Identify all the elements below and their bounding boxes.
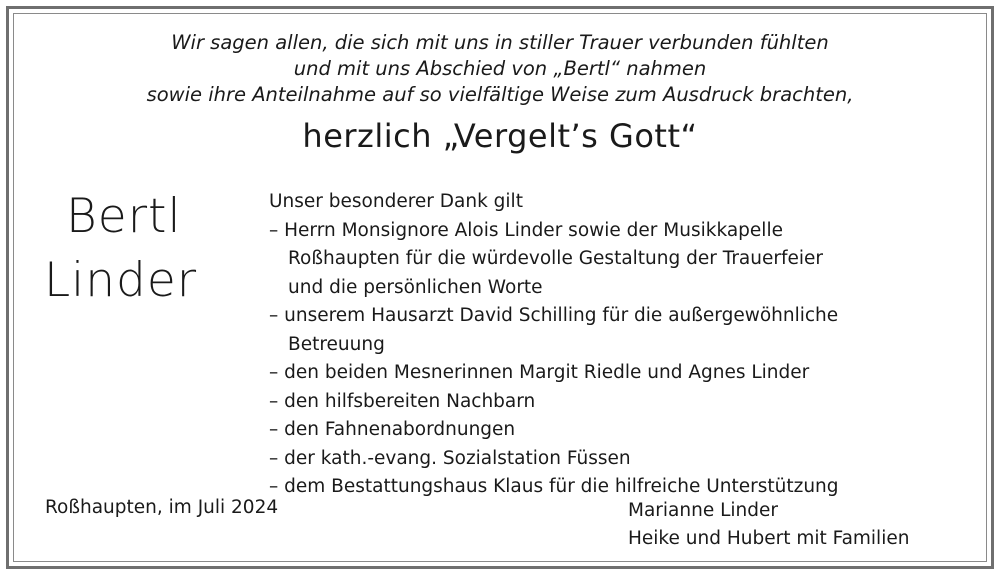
signers [628,497,909,553]
intro-line: sowie ihre Anteilnahme auf so vielfältige Weise zum Ausdruck brachten, [146,83,854,106]
signer-name: Marianne Linder [628,500,778,521]
first-name: Bertl [66,189,182,244]
place-date: Roßhaupten, im Juli 2024 [45,497,279,518]
intro-text [0,30,1000,108]
motto-heading: herzlich „Vergelt’s Gott“ [302,117,698,155]
intro-line: Wir sagen allen, die sich mit uns in stiller Trauer verbunden fühlten [171,31,829,54]
list-item-line: – Herrn Monsignore Alois Linder sowie der Musikkapelle [269,219,783,241]
list-item: – dem Bestattungshaus Klaus für die hilfreiche Unterstützung [269,476,839,497]
list-item: – den Fahnenabordnungen [269,419,516,440]
list-item-line: Betreuung [288,333,385,355]
list-item: – den beiden Mesnerinnen Margit Riedle und Agnes Linder [269,362,810,383]
list-item [269,302,969,359]
list-item-line: – unserem Hausarzt David Schilling für die außergewöhnliche [269,305,839,326]
list-item: – der kath.-evang. Sozialstation Füssen [269,447,631,469]
list-item [269,217,969,303]
deceased-name [44,185,244,313]
thanks-list [269,188,969,502]
signer-name: Heike und Hubert mit Familien [628,528,910,549]
list-item-line: Roßhaupten für die würdevolle Gestaltung der Trauerfeier [288,248,823,269]
last-name: Linder [44,253,198,308]
list-item-line: und die persönlichen Worte [288,276,543,298]
intro-line: und mit uns Abschied von „Bertl“ nahmen [293,57,707,80]
list-item: – den hilfsbereiten Nachbarn [269,390,536,412]
thanks-heading: Unser besonderer Dank gilt [269,191,523,212]
